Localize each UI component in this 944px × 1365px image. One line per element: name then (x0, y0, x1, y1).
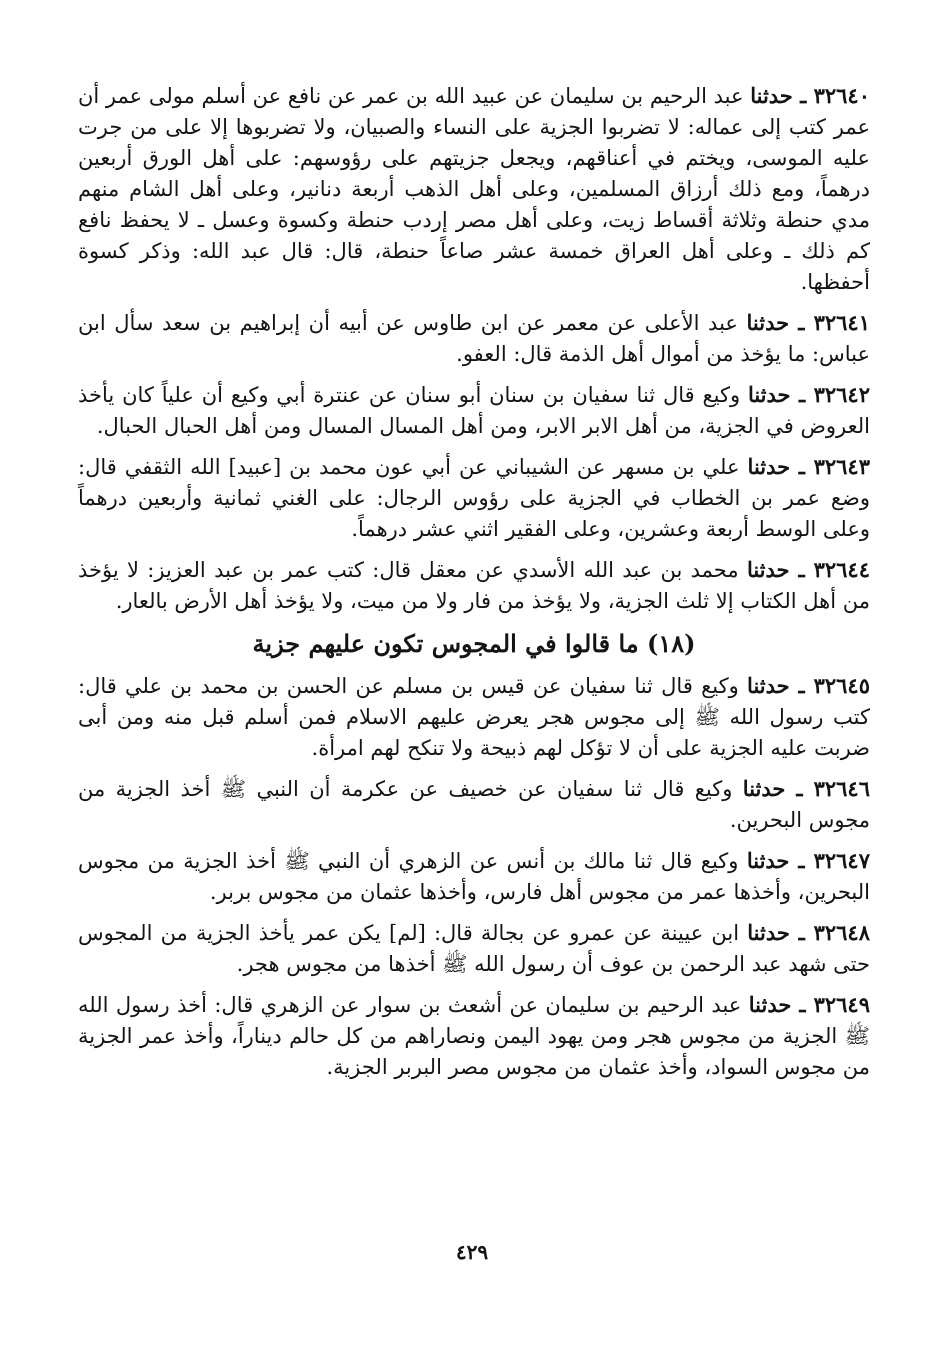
hadith-paragraph (78, 670, 870, 764)
hadith-paragraph (78, 773, 870, 836)
hadith-text: عبد الرحيم بن سليمان عن عبيد الله بن عمر عن نافع عن أسلم مولى عمر أن عمر كتب إلى عماله: لا تضربوا الجزية على النساء والصبيان، ولا تضربوها إلا على من جرت عليه الموسى، ويختم في أعناقهم، ويجعل جزيتهم على رؤوسهم: على أهل الورق أربعين درهماً، ومع ذلك أرزاق المسلمين، وعلى أهل الذهب أربعة دنانير، وعلى أهل الشام منهم مدي حنطة وثلاثة أقساط زيت، وعلى أهل مصر إردب حنطة وكسوة وعسل ـ لا يحفظ نافع كم ذلك ـ وعلى أهل العراق خمسة عشر صاعاً حنطة، قال: قال عبد الله: وذكر كسوة أحفظها. (78, 84, 870, 294)
hadith-section-after (78, 670, 870, 1083)
hadith-lead-word: حدثنا (742, 776, 786, 801)
hadith-paragraph (78, 307, 870, 370)
hadith-paragraph (78, 989, 870, 1083)
hadith-text: ابن عيينة عن عمرو عن بجالة قال: [لم] يكن عمر يأخذ الجزية من المجوس حتى شهد عبد الرحمن بن عوف أن رسول الله ﷺ أخذها من مجوس هجر. (78, 921, 870, 976)
hadith-section-before (78, 80, 870, 617)
page-number: ٤٢٩ (455, 1240, 489, 1264)
hadith-separator: ـ (785, 776, 814, 801)
hadith-number: ٣٢٦٤٤ (813, 557, 870, 582)
hadith-paragraph (78, 554, 870, 617)
hadith-separator: ـ (789, 673, 814, 698)
hadith-lead-word: حدثنا (747, 454, 791, 479)
document-page (78, 80, 870, 1310)
hadith-separator: ـ (789, 920, 814, 945)
hadith-paragraph (78, 451, 870, 545)
hadith-text: وكيع قال ثنا مالك بن أنس عن الزهري أن النبي ﷺ أخذ الجزية من مجوس البحرين، وأخذها عمر من مجوس أهل فارس، وأخذها عثمان من مجوس بربر. (78, 849, 870, 904)
hadith-number: ٣٢٦٤٧ (813, 848, 870, 873)
hadith-lead-word: حدثنا (750, 83, 793, 108)
hadith-number: ٣٢٦٤٥ (813, 673, 870, 698)
hadith-paragraph (78, 80, 870, 298)
hadith-number: ٣٢٦٤٩ (813, 992, 870, 1017)
hadith-number: ٣٢٦٤٣ (813, 454, 870, 479)
hadith-separator: ـ (792, 83, 814, 108)
hadith-number: ٣٢٦٤١ (813, 310, 870, 335)
hadith-separator: ـ (789, 310, 814, 335)
hadith-separator: ـ (790, 454, 814, 479)
hadith-number: ٣٢٦٤٦ (813, 776, 870, 801)
hadith-number: ٣٢٦٤٠ (813, 83, 870, 108)
hadith-lead-word: حدثنا (746, 848, 790, 873)
hadith-lead-word: حدثنا (748, 992, 792, 1017)
hadith-text: وكيع قال ثنا سفيان بن سنان أبو سنان عن عنترة أبي وكيع أن علياً كان يأخذ العروض في الجزية، من أهل الابر الابر، ومن أهل المسال المسال ومن أهل الحبال الحبال. (78, 383, 870, 438)
chapter-heading: (١٨) ما قالوا في المجوس تكون عليهم جزية (252, 629, 696, 658)
hadith-separator: ـ (789, 557, 814, 582)
hadith-text: عبد الأعلى عن معمر عن ابن طاوس عن أبيه أن إبراهيم بن سعد سأل ابن عباس: ما يؤخذ من أموال أهل الذمة قال: العفو. (78, 311, 870, 366)
hadith-paragraph (78, 845, 870, 908)
hadith-number: ٣٢٦٤٢ (813, 382, 870, 407)
hadith-text: محمد بن عبد الله الأسدي عن معقل قال: كتب عمر بن عبد العزيز: لا يؤخذ من أهل الكتاب إلا ثلث الجزية، ولا يؤخذ من فار ولا من ميت، ولا يؤخذ أهل الأرض بالعار. (78, 558, 870, 613)
hadith-separator: ـ (791, 992, 814, 1017)
hadith-lead-word: حدثنا (747, 920, 790, 945)
hadith-text: عبد الرحيم بن سليمان عن أشعث بن سوار عن الزهري قال: أخذ رسول الله ﷺ الجزية من مجوس هجر ومن يهود اليمن ونصاراهم من كل حالم ديناراً، وأخذ عمر الجزية من مجوس السواد، وأخذ عثمان من مجوس مصر البربر الجزية. (78, 993, 870, 1079)
hadith-paragraph (78, 917, 870, 980)
hadith-text: وكيع قال ثنا سفيان عن خصيف عن عكرمة أن النبي ﷺ أخذ الجزية من مجوس البحرين. (78, 777, 870, 832)
hadith-text: وكيع قال ثنا سفيان عن قيس بن مسلم عن الحسن بن محمد بن علي قال: كتب رسول الله ﷺ إلى مجوس هجر يعرض عليهم الاسلام فمن أسلم قبل منه ومن أبى ضربت عليه الجزية على أن لا تؤكل لهم ذبيحة ولا تنكح لهم امرأة. (78, 674, 870, 760)
hadith-lead-word: حدثنا (747, 673, 790, 698)
hadith-text: علي بن مسهر عن الشيباني عن أبي عون محمد بن [عبيد] الله الثقفي قال: وضع عمر بن الخطاب في الجزية على رؤوس الرجال: على الغني ثمانية وأربعين درهماً وعلى الوسط أربعة وعشرين، وعلى الفقير اثني عشر درهماً. (78, 455, 870, 541)
hadith-paragraph (78, 379, 870, 442)
hadith-separator: ـ (789, 848, 814, 873)
hadith-number: ٣٢٦٤٨ (813, 920, 870, 945)
hadith-lead-word: حدثنا (746, 557, 790, 582)
hadith-lead-word: حدثنا (747, 382, 791, 407)
hadith-separator: ـ (790, 382, 814, 407)
hadith-lead-word: حدثنا (746, 310, 790, 335)
